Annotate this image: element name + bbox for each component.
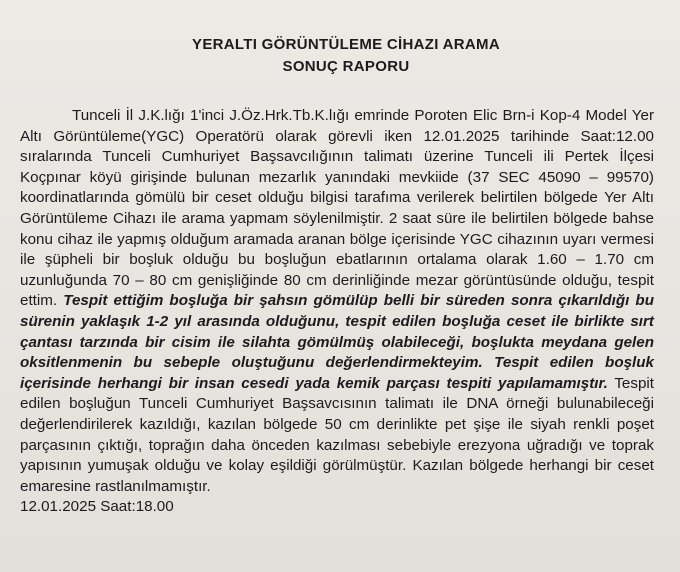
- report-text-part-1: Tunceli İl J.K.lığı 1'inci J.Öz.Hrk.Tb.K.lığı emrinde Poroten Elic Brn-i Kop-4 Model Yer Altı Görüntüleme(YGC) Operatörü olarak görevli iken 12.01.2025 tarihinde Saat:12.00 sıralarında Tunceli Cumhuriyet Başsavcılığının talimatı üzerine Tunceli ili Pertek İlçesi Koçpınar köyü girişinde bulunan mezarlık yanındaki mevkiide (37 SEC 45090 – 99570) koordinatlarında gömülü bir ceset olduğu bilgisi tarafıma verilerek belirtilen bölgede Yer Altı Görüntüleme Cihazı ile arama yapmam söylenilmiştir. 2 saat süre ile belirtilen bölgede bahse konu cihaz ile yapmış olduğum aramada aranan bölge içerisinde YGC cihazının uyarı vermesi ile şüpheli bir boşluk olduğu bu boşluğun ebatlarının ortalama olarak 1.60 – 1.70 cm uzunluğunda 70 – 80 cm genişliğinde 80 cm derinliğinde mezar görüntüsünde olduğu, tespit ettim.: [20, 107, 654, 310]
- report-text-part-2: Tespit edilen boşluğun Tunceli Cumhuriyet Başsavcısının talimatı ile DNA örneği bulunabileceği değerlendirilerek kazıldığı, kazılan bölgede 50 cm derinlikte pet şişe ile siyah renkli poşet parçasının çıktığı, toprağın daha önceden kazılması sebebiyle erezyona uğradığı ve toprak yapısının yumuşak olduğu ve kolay eşildiği görülmüştür. Kazılan bölgede herhangi bir ceset emaresine rastlanılmamıştır.: [20, 374, 654, 495]
- report-date-time: 12.01.2025 Saat:18.00: [20, 498, 174, 516]
- document-subtitle: SONUÇ RAPORU: [282, 58, 410, 75]
- report-text-bold: Tespit ettiğim boşluğa bir şahsın gömülüp belli bir süreden sonra çıkarıldığı bu sürenin yaklaşık 1-2 yıl arasında olduğunu, tespit edilen boşluğa ceset ile birlikte sırt çantası tarzında bir cisim ile silahta gömülmüş olabileceği, boşlukta meydana gelen oksitlenmenin bu sebeple oluştuğunu değerlendirmekteyim. Tespit edilen boşluk içerisinde herhangi bir insan cesedi yada kemik parçası tespiti yapılamamıştır.: [20, 292, 654, 392]
- report-paragraph: [20, 106, 654, 518]
- document-title: YERALTI GÖRÜNTÜLEME CİHAZI ARAMA: [192, 36, 500, 53]
